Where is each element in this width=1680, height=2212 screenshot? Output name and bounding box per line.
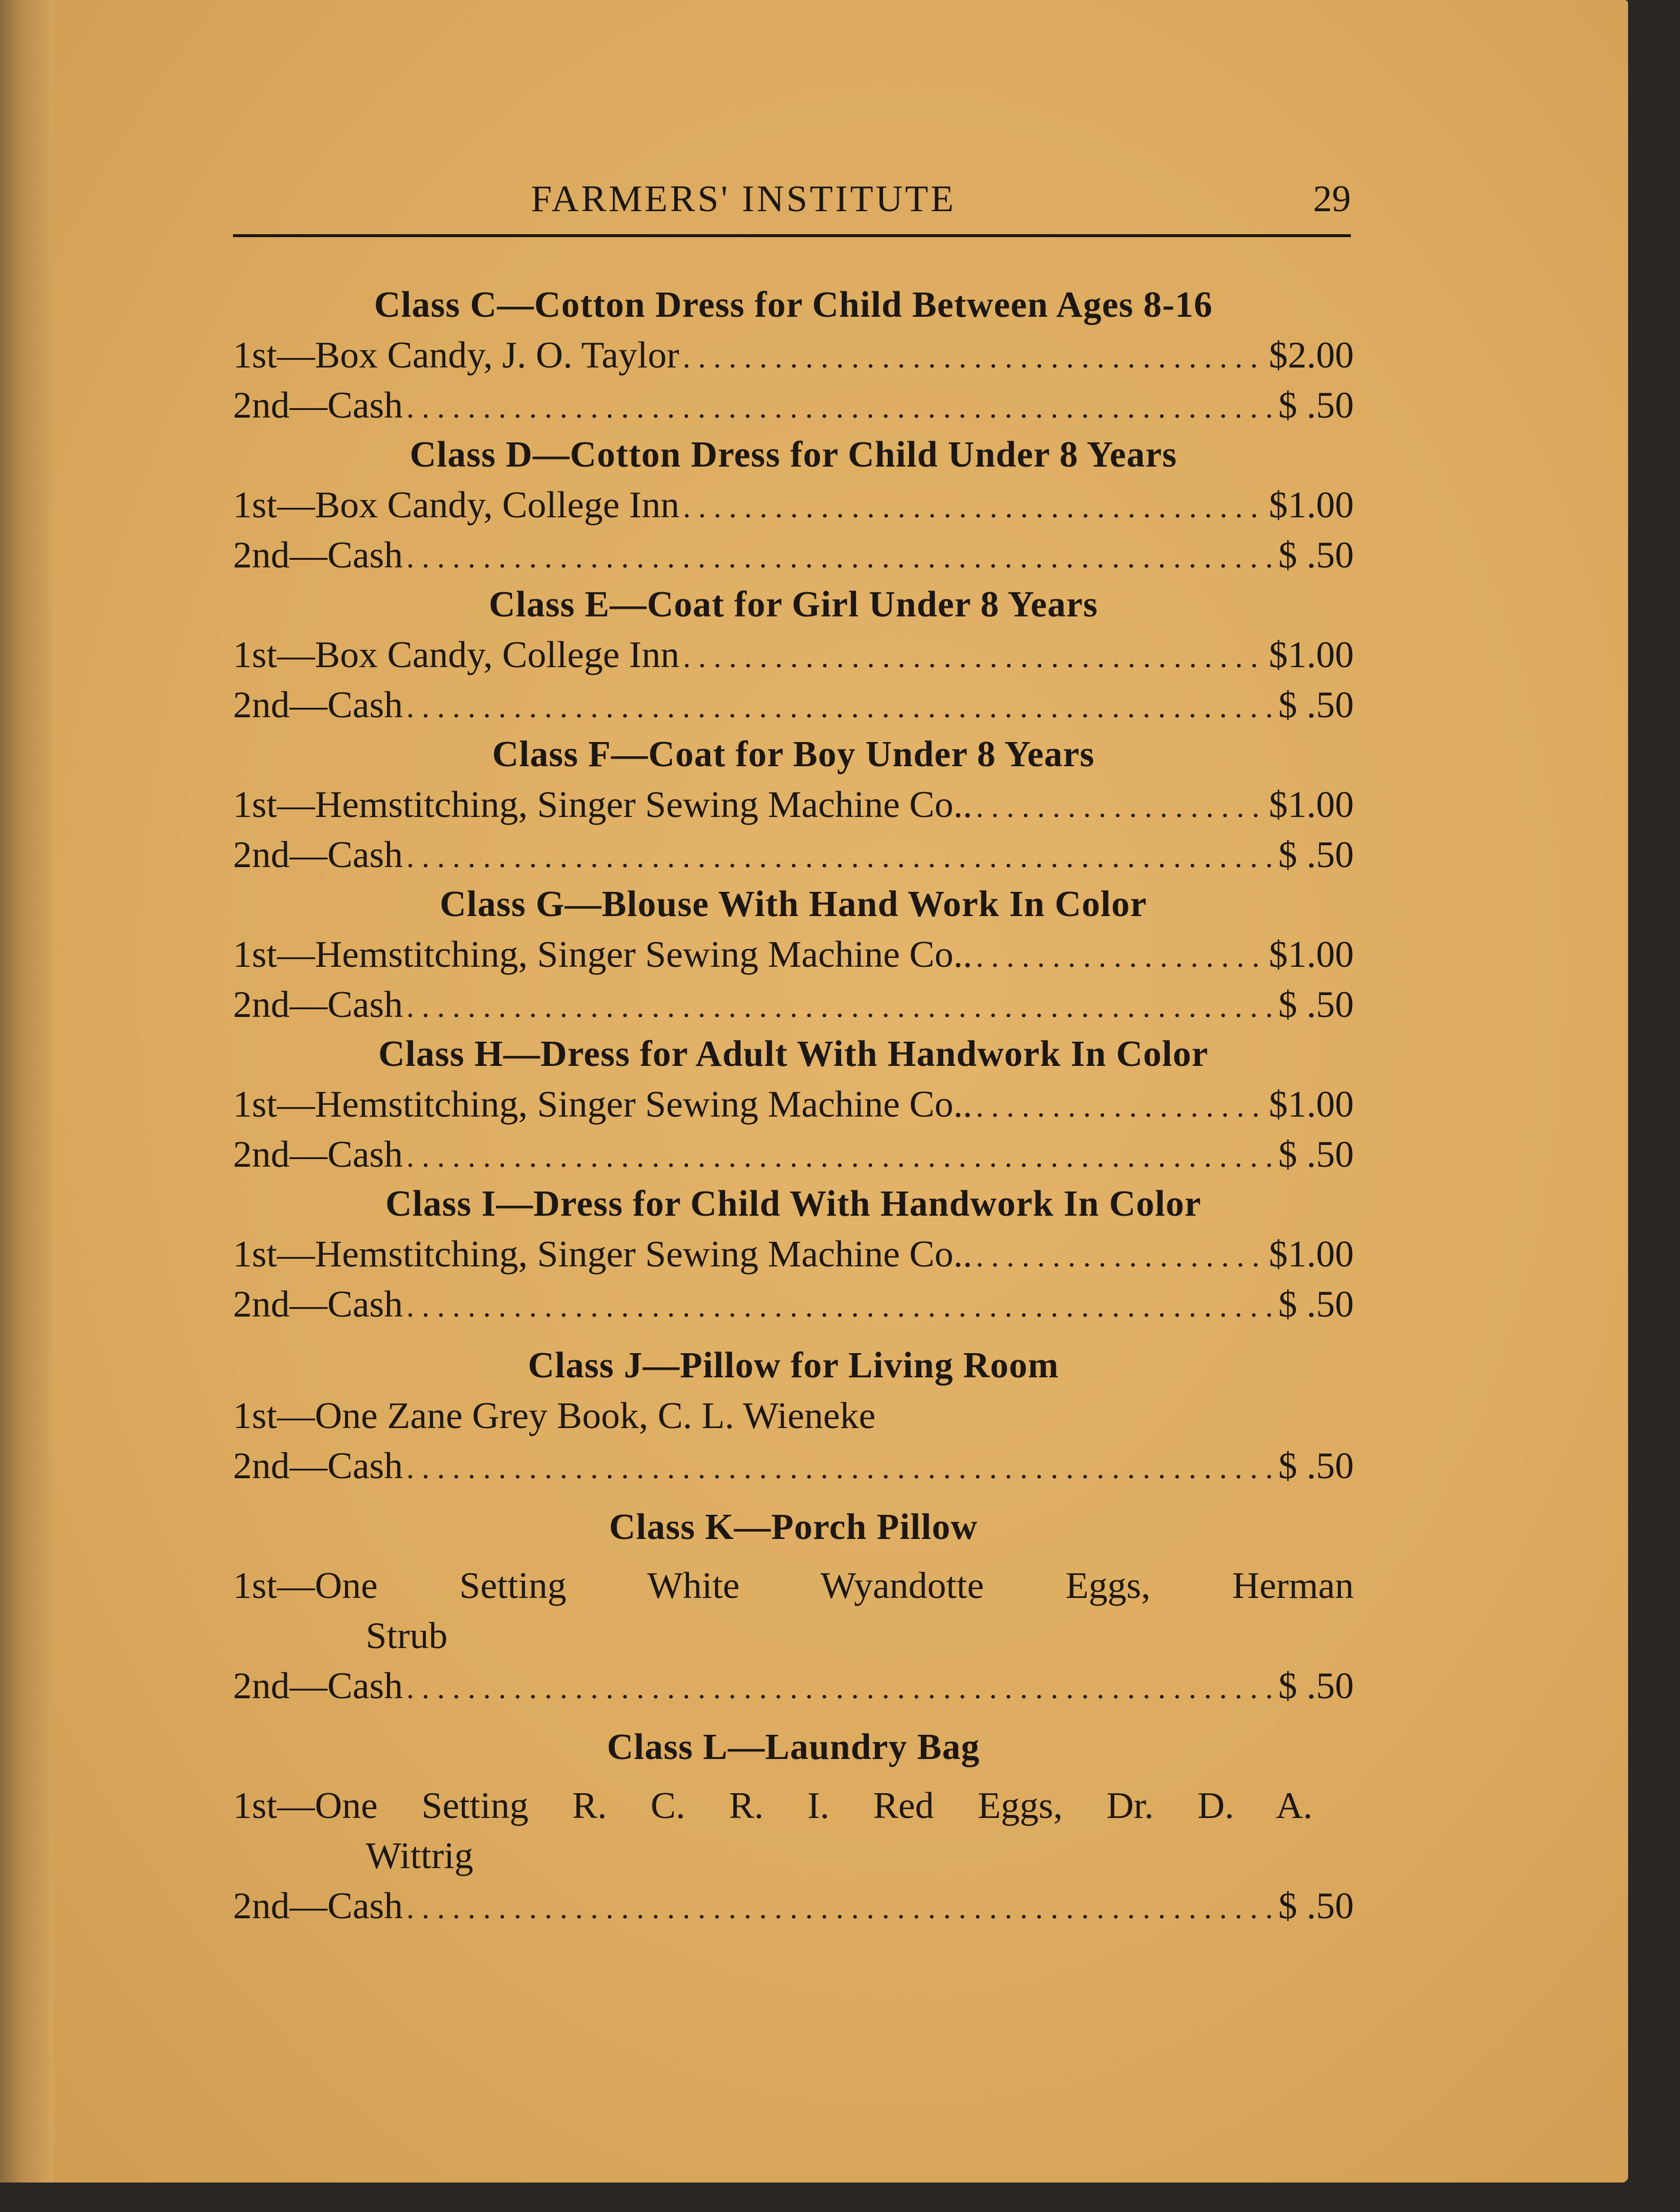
dot-leader (976, 779, 1265, 832)
prize-amount: $ .50 (1278, 983, 1354, 1025)
class-heading: Class F—Coat for Boy Under 8 Years (492, 734, 1095, 774)
prize-label: 2nd—Cash (233, 833, 403, 875)
prize-amount: $ .50 (1278, 833, 1354, 875)
prize-label: 2nd—Cash (233, 1665, 403, 1706)
dot-leader (406, 680, 1275, 733)
prize-amount: $2.00 (1269, 334, 1354, 376)
prize-amount: $1.00 (1269, 1083, 1354, 1125)
second-prize-entry (233, 530, 1354, 580)
first-prize-entry (233, 480, 1354, 530)
prize-amount: $1.00 (1269, 933, 1354, 975)
class-heading: Class G—Blouse With Hand Work In Color (439, 884, 1147, 924)
prize-label: 1st—Hemstitching, Singer Sewing Machine Co.. (233, 933, 973, 975)
prize-label: 2nd—Cash (233, 983, 403, 1025)
dot-leader (406, 530, 1275, 583)
second-prize-entry (233, 380, 1354, 430)
first-prize-entry (233, 629, 1354, 680)
dot-leader (683, 629, 1265, 682)
prize-amount: $1.00 (1269, 634, 1354, 675)
prize-label-continuation: Wittrig (366, 1834, 474, 1876)
prize-label: 1st—Box Candy, J. O. Taylor (233, 334, 680, 376)
prize-label: 2nd—Cash (233, 684, 403, 726)
prize-amount: $ .50 (1278, 1445, 1354, 1486)
prize-label-continuation: Strub (366, 1614, 448, 1656)
prize-label: 2nd—Cash (233, 1133, 403, 1175)
prize-label: 2nd—Cash (233, 1445, 403, 1486)
class-heading: Class I—Dress for Child With Handwork In Color (385, 1184, 1202, 1224)
second-prize-entry (233, 1129, 1354, 1179)
class-heading: Class J—Pillow for Living Room (527, 1345, 1059, 1386)
prize-label: 2nd—Cash (233, 534, 403, 576)
second-prize-entry (233, 1880, 1354, 1931)
prize-label: 1st—One Setting R. C. R. I. Red Eggs, Dr. D. A. (233, 1784, 1312, 1826)
dot-leader (683, 480, 1265, 533)
dot-leader (406, 979, 1275, 1032)
dot-leader (406, 1129, 1275, 1182)
class-heading: Class E—Coat for Girl Under 8 Years (488, 585, 1098, 625)
prize-amount: $ .50 (1278, 1133, 1354, 1175)
dot-leader (976, 929, 1265, 982)
prize-label: 2nd—Cash (233, 1283, 403, 1325)
prize-amount: $ .50 (1278, 1283, 1354, 1325)
first-prize-entry (233, 929, 1354, 979)
first-prize-entry (233, 330, 1354, 380)
prize-amount: $ .50 (1278, 1885, 1354, 1927)
prize-amount: $1.00 (1269, 484, 1354, 526)
dot-leader (976, 1079, 1265, 1132)
prize-label: 1st—Hemstitching, Singer Sewing Machine Co.. (233, 1233, 973, 1275)
class-heading: Class H—Dress for Adult With Handwork In Color (378, 1034, 1209, 1074)
prize-amount: $1.00 (1269, 1233, 1354, 1275)
prize-label: 1st—Box Candy, College Inn (233, 634, 680, 675)
prize-label: 1st—One Setting White Wyandotte Eggs, Herman (233, 1564, 1354, 1606)
first-prize-entry (233, 1229, 1354, 1279)
dot-leader (682, 330, 1265, 383)
prize-label: 1st—One Zane Grey Book, C. L. Wieneke (233, 1394, 876, 1436)
running-title: FARMERS' INSTITUTE (531, 178, 956, 219)
first-prize-entry (233, 1390, 1354, 1440)
dot-leader (406, 1660, 1275, 1714)
dot-leader (406, 1880, 1275, 1934)
class-heading: Class L—Laundry Bag (606, 1727, 980, 1767)
book-spine (0, 0, 53, 2183)
prize-amount: $ .50 (1278, 534, 1354, 576)
class-heading: Class K—Porch Pillow (609, 1507, 978, 1547)
dot-leader (406, 1279, 1275, 1332)
class-heading: Class D—Cotton Dress for Child Under 8 Years (409, 435, 1177, 475)
dot-leader (976, 1229, 1265, 1282)
first-prize-entry (233, 1079, 1354, 1129)
prize-label: 2nd—Cash (233, 384, 403, 426)
prize-label: 1st—Hemstitching, Singer Sewing Machine Co.. (233, 783, 973, 825)
prize-label: 1st—Hemstitching, Singer Sewing Machine Co.. (233, 1083, 973, 1125)
prize-amount: $ .50 (1278, 1665, 1354, 1706)
first-prize-entry (233, 1560, 1354, 1610)
dot-leader (406, 1440, 1275, 1494)
prize-label: 2nd—Cash (233, 1885, 403, 1927)
second-prize-entry (233, 1279, 1354, 1329)
second-prize-entry (233, 979, 1354, 1029)
first-prize-entry (233, 779, 1354, 829)
prize-amount: $ .50 (1278, 384, 1354, 426)
dot-leader (406, 829, 1275, 882)
prize-list (233, 280, 1354, 1931)
page-header (236, 171, 1351, 230)
prize-amount: $1.00 (1269, 783, 1354, 825)
prize-amount: $ .50 (1278, 684, 1354, 726)
prize-label: 1st—Box Candy, College Inn (233, 484, 680, 526)
second-prize-entry (233, 680, 1354, 730)
class-heading: Class C—Cotton Dress for Child Between Ages 8-16 (374, 285, 1213, 325)
page-number: 29 (1313, 178, 1351, 219)
second-prize-entry (233, 829, 1354, 879)
second-prize-entry (233, 1660, 1354, 1711)
header-rule (233, 234, 1351, 237)
second-prize-entry (233, 1440, 1354, 1491)
first-prize-entry (233, 1780, 1354, 1830)
dot-leader (406, 380, 1275, 433)
